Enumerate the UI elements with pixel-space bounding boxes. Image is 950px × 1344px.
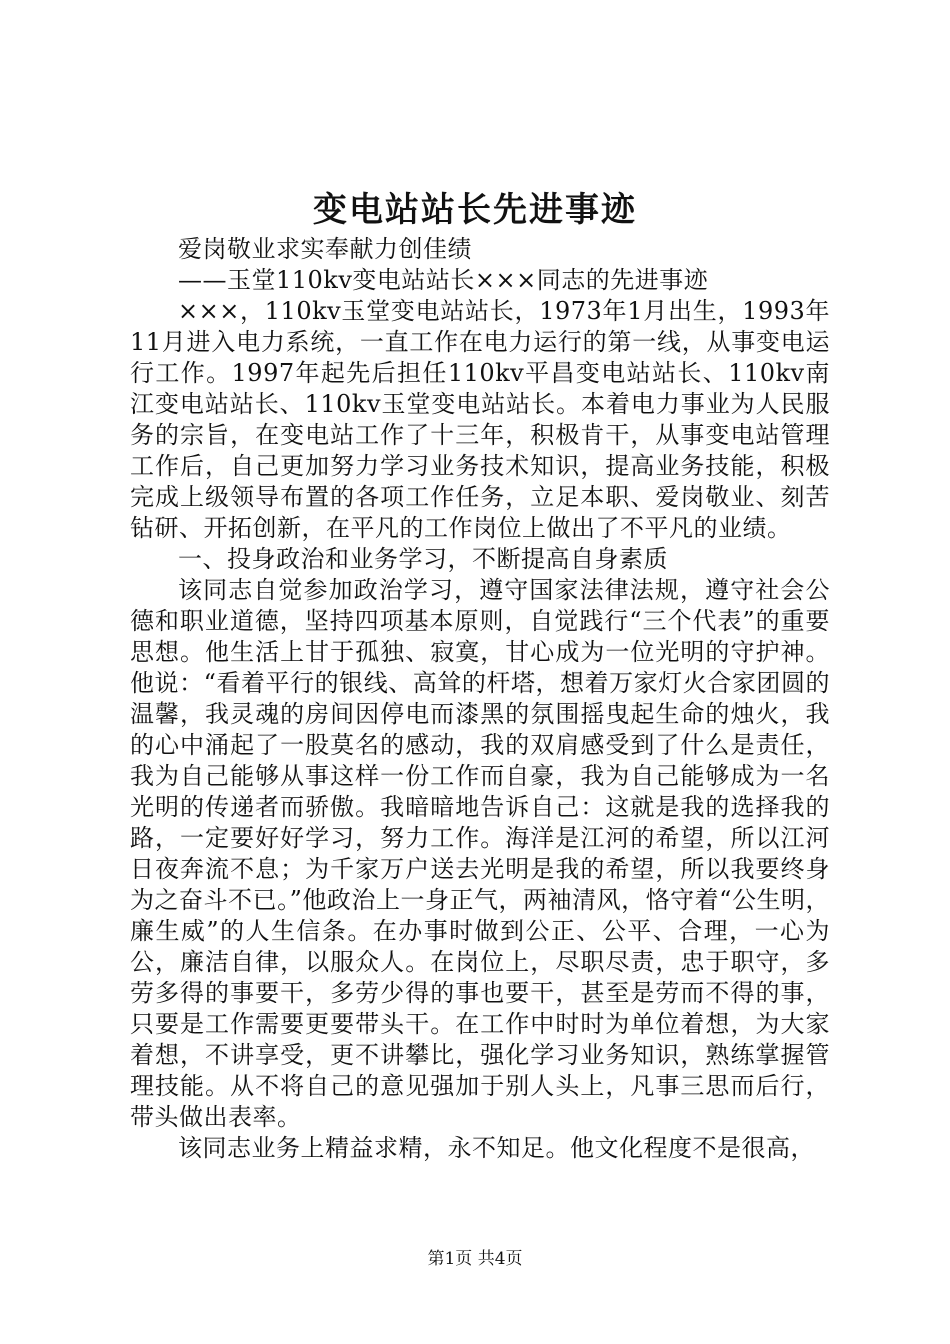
subtitle-line: 爱岗敬业求实奉献力创佳绩: [178, 235, 472, 263]
body-paragraph: ×××，110kv玉堂变电站站长，1973年1月出生，1993年11月进入电力系统，一直工作在电力运行的第一线，从事变电运行工作。1997年起先后担任110kv平昌变电站站长、110kv南江变电站站长、110kv玉堂变电站站长。本着电力事业为人民服务的宗旨，在变电站工作了十三年，积极肯干，从事变电站管理工作后，自己更加努力学习业务技术知识，提高业务技能，积极完成上级领导布置的各项工作任务，立足本职、爱岗敬业、刻苦钻研、开拓创新，在平凡的工作岗位上做出了不平凡的业绩。: [130, 297, 830, 542]
body-paragraph: 该同志自觉参加政治学习，遵守国家法律法规，遵守社会公德和职业道德，坚持四项基本原则，自觉践行“三个代表”的重要思想。他生活上甘于孤独、寂寞，甘心成为一位光明的守护神。他说：“看着平行的银线、高耸的杆塔，想着万家灯火合家团圆的温馨，我灵魂的房间因停电而漆黑的氛围摇曳起生命的烛火，我的心中涌起了一股莫名的感动，我的双肩感受到了什么是责任，我为自己能够从事这样一份工作而自豪，我为自己能够成为一名光明的传递者而骄傲。我暗暗地告诉自己：这就是我的选择我的路，一定要好好学习，努力工作。海洋是江河的希望，所以江河日夜奔流不息；为千家万户送去光明是我的希望，所以我要终身为之奋斗不已。”他政治上一身正气，两袖清风，恪守着“公生明，廉生威”的人生信条。在办事时做到公正、公平、合理，一心为公，廉洁自律，以服众人。在岗位上，尽职尽责，忠于职守，多劳多得的事要干，多劳少得的事也要干，甚至是劳而不得的事，只要是工作需要更要带头干。在工作中时时为单位着想，为大家着想，不讲享受，更不讲攀比，强化学习业务知识，熟练掌握管理技能。从不将自己的意见强加于别人头上，凡事三思而后行，带头做出表率。: [130, 576, 830, 1131]
page-footer: 第1页 共4页: [427, 1249, 523, 1269]
subtitle-dash-line: ——玉堂110kv变电站站长×××同志的先进事迹: [178, 266, 709, 294]
section-heading: 一、投身政治和业务学习，不断提高自身素质: [178, 545, 668, 573]
document-title: 变电站站长先进事迹: [313, 190, 637, 230]
document-body: [130, 234, 830, 1164]
body-paragraph: 该同志业务上精益求精，永不知足。他文化程度不是很高，: [178, 1134, 815, 1162]
